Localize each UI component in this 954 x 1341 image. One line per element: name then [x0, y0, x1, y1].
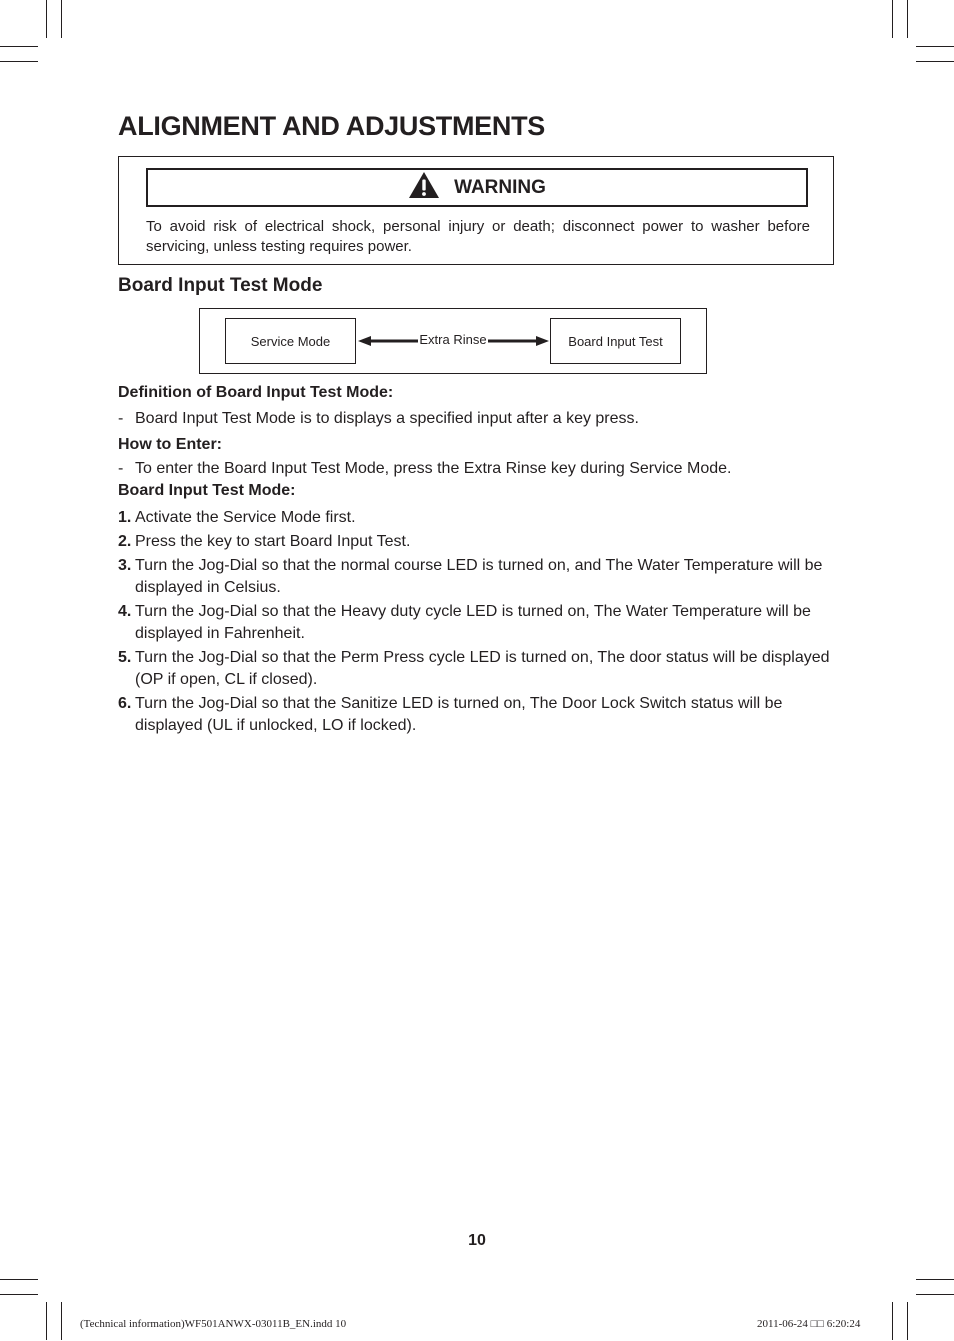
step-item: 5. Turn the Jog-Dial so that the Perm Press cycle LED is turned on, The door status will be displayed (OP if open, CL if closed). — [118, 649, 830, 688]
warning-triangle-icon — [408, 171, 440, 204]
crop-mark — [0, 46, 38, 47]
crop-mark — [916, 1294, 954, 1295]
flow-box-board-input-test: Board Input Test — [550, 318, 681, 364]
crop-mark — [0, 1294, 38, 1295]
warning-header — [146, 168, 808, 207]
flow-box-service-mode: Service Mode — [225, 318, 356, 364]
section-heading: Board Input Test Mode — [118, 275, 323, 296]
crop-mark — [0, 61, 38, 62]
warning-text: To avoid risk of electrical shock, personal injury or death; disconnect power to washer before servicing, unless testing requires power. — [146, 218, 810, 255]
warning-box — [118, 156, 834, 265]
how-to-enter-text: To enter the Board Input Test Mode, press the Extra Rinse key during Service Mode. — [135, 460, 732, 477]
page-number: 10 — [468, 1232, 486, 1249]
arrow-left-icon — [358, 336, 371, 346]
how-to-enter-item: - To enter the Board Input Test Mode, press the Extra Rinse key during Service Mode. — [118, 460, 732, 477]
crop-mark — [46, 0, 47, 38]
definition-text: Board Input Test Mode is to displays a specified input after a key press. — [135, 410, 639, 427]
step-item: 4. Turn the Jog-Dial so that the Heavy duty cycle LED is turned on, The Water Temperature will be displayed in Fahrenheit. — [118, 603, 811, 642]
footer-date-slug: 2011-06-24 □□ 6:20:24 — [757, 1318, 861, 1330]
crop-mark — [916, 61, 954, 62]
crop-mark — [907, 0, 908, 38]
step-item: 2. Press the key to start Board Input Test. — [118, 533, 411, 550]
page-title: ALIGNMENT AND ADJUSTMENTS — [118, 111, 545, 141]
step-item: 1. Activate the Service Mode first. — [118, 509, 356, 526]
crop-mark — [892, 1302, 893, 1340]
crop-mark — [892, 0, 893, 38]
crop-mark — [61, 1302, 62, 1340]
crop-mark — [916, 1279, 954, 1280]
definition-heading: Definition of Board Input Test Mode: — [118, 384, 394, 401]
arrow-right-icon — [536, 336, 549, 346]
warning-title: WARNING — [454, 176, 546, 198]
flow-key-label: Extra Rinse — [419, 332, 487, 347]
how-to-enter-heading: How to Enter: — [118, 436, 222, 453]
crop-mark — [916, 46, 954, 47]
footer-file-slug: (Technical information)WF501ANWX-03011B_EN.indd 10 — [80, 1318, 347, 1330]
flow-diagram — [199, 308, 707, 374]
crop-mark — [907, 1302, 908, 1340]
crop-mark — [61, 0, 62, 38]
steps-list — [118, 507, 838, 739]
mode-heading: Board Input Test Mode: — [118, 482, 296, 499]
definition-item: - Board Input Test Mode is to displays a specified input after a key press. — [118, 410, 639, 427]
step-item: 3. Turn the Jog-Dial so that the normal course LED is turned on, and The Water Temperature will be displayed in Celsius. — [118, 557, 823, 596]
step-item: 6. Turn the Jog-Dial so that the Sanitize LED is turned on, The Door Lock Switch status will be displayed (UL if unlocked, LO if locked). — [118, 695, 783, 734]
crop-mark — [0, 1279, 38, 1280]
crop-mark — [46, 1302, 47, 1340]
